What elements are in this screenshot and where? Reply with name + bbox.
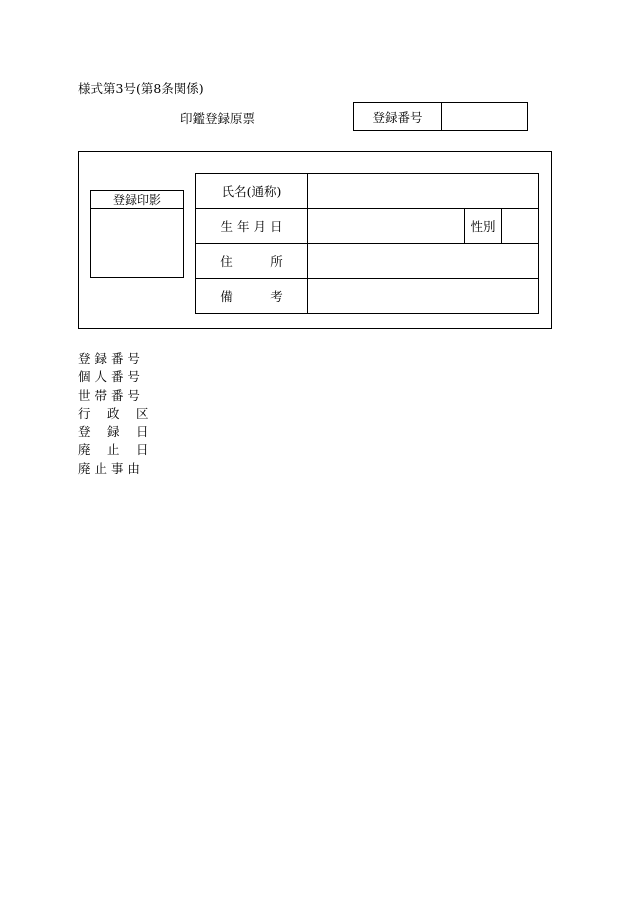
address-row xyxy=(196,244,538,279)
address-label: 住 所 xyxy=(196,244,308,278)
field-abolition-reason: 廃 止 事 由 xyxy=(78,460,140,476)
birthdate-label: 生 年 月 日 xyxy=(196,209,308,243)
record-field-list xyxy=(78,350,148,478)
seal-impression-box xyxy=(90,190,184,278)
birthdate-row xyxy=(196,209,538,244)
registration-number-label: 登録番号 xyxy=(354,103,442,130)
registrant-info-table xyxy=(195,173,539,314)
field-registration-date: 登 録 日 xyxy=(78,424,149,440)
name-row xyxy=(196,174,538,209)
registration-number-field[interactable] xyxy=(442,103,527,130)
sex-label: 性別 xyxy=(464,209,502,243)
name-label: 氏名(通称) xyxy=(196,174,308,208)
remarks-label: 備 考 xyxy=(196,279,308,313)
field-individual-number: 個 人 番 号 xyxy=(78,369,140,385)
page-title: 印鑑登録原票 xyxy=(180,111,256,126)
registration-number-box xyxy=(353,102,528,131)
remarks-row xyxy=(196,279,538,313)
field-household-number: 世 帯 番 号 xyxy=(78,387,140,403)
field-administrative-district: 行 政 区 xyxy=(78,405,149,421)
field-abolition-date: 廃 止 日 xyxy=(78,442,149,458)
field-registration-number: 登 録 番 号 xyxy=(78,351,140,366)
seal-impression-label: 登録印影 xyxy=(91,191,183,209)
form-reference: 様式第3号(第8条関係) xyxy=(78,81,204,96)
seal-impression-area[interactable] xyxy=(91,209,183,277)
